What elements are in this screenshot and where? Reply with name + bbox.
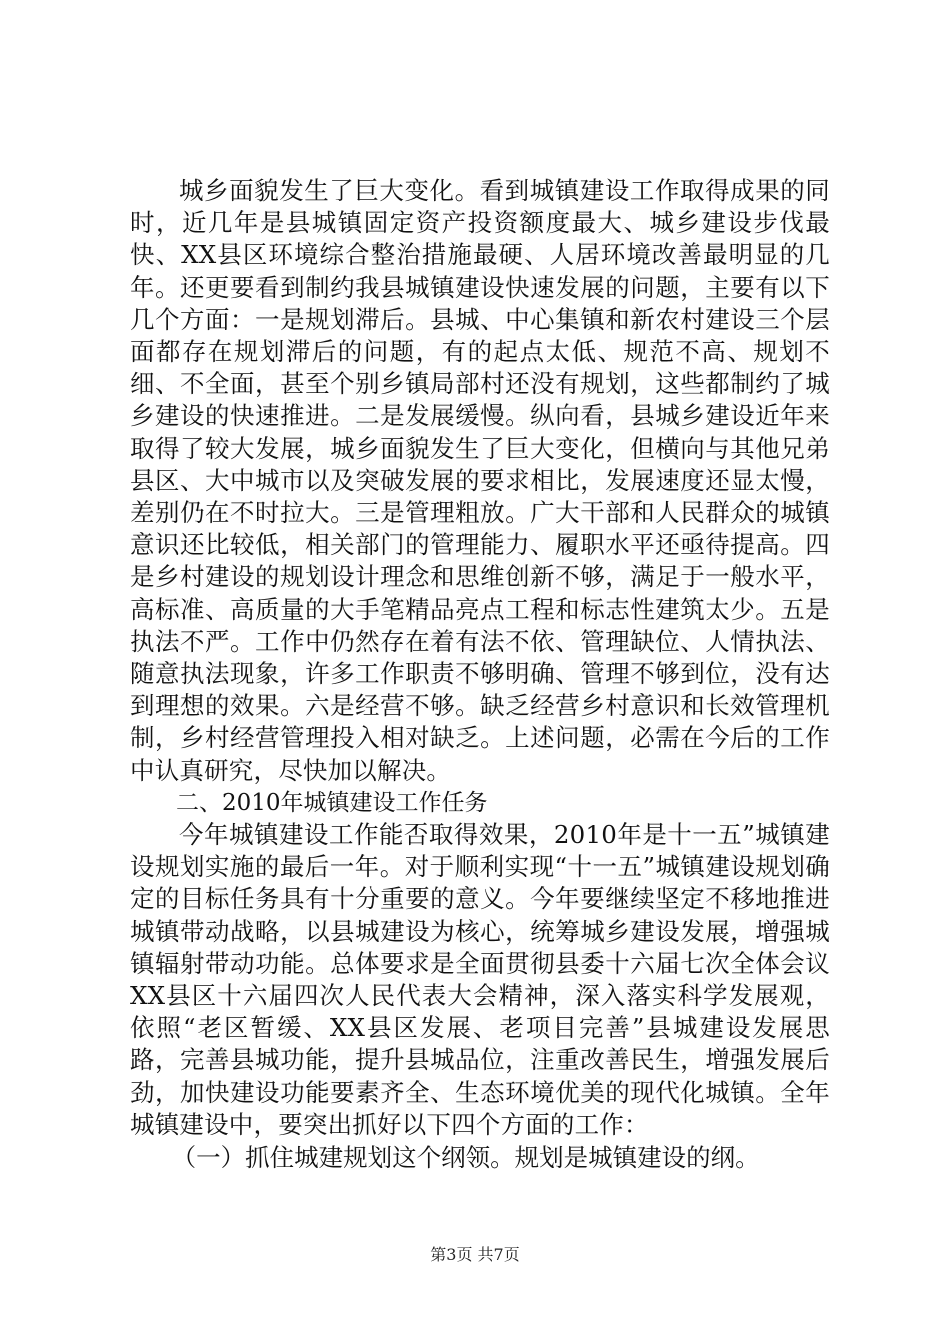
document-body [130, 175, 830, 1175]
paragraph-tasks: 今年城镇建设工作能否取得效果，2010年是十一五”城镇建设规划实施的最后一年。对于顺利实现“十一五”城镇建设规划确定的目标任务具有十分重要的意义。今年要继续坚定不移地推进城镇带动战略，以县城建设为核心，统筹城乡建设发展，增强城镇辐射带动功能。总体要求是全面贯彻县委十六届七次全体会议XX县区十六届四次人民代表大会精神，深入落实科学发展观，依照“老区暂缓、XX县区发展、老项目完善”县城建设发展思路，完善县城功能，提升县城品位，注重改善民生，增强发展后劲，加快建设功能要素齐全、生态环境优美的现代化城镇。全年城镇建设中，要突出抓好以下四个方面的工作： [130, 820, 830, 1139]
page-footer: 第3页 共7页 [430, 1245, 520, 1264]
list-item-planning: （一）抓住城建规划这个纲领。规划是城镇建设的纲。 [171, 1143, 760, 1173]
paragraph-problems: 城乡面貌发生了巨大变化。看到城镇建设工作取得成果的同时，近几年是县城镇固定资产投资额度最大、城乡建设步伐最快、XX县区环境综合整治措施最硬、人居环境改善最明显的几年。还更要看到制约我县城镇建设快速发展的问题，主要有以下几个方面：一是规划滞后。县城、中心集镇和新农村建设三个层面都存在规划滞后的问题，有的起点太低、规范不高、规划不细、不全面，甚至个别乡镇局部村还没有规划，这些都制约了城乡建设的快速推进。二是发展缓慢。纵向看，县城乡建设近年来取得了较大发展，城乡面貌发生了巨大变化，但横向与其他兄弟县区、大中城市以及突破发展的要求相比，发展速度还显太慢，差别仍在不时拉大。三是管理粗放。广大干部和人民群众的城镇意识还比较低，相关部门的管理能力、履职水平还亟待提高。四是乡村建设的规划设计理念和思维创新不够，满足于一般水平，高标准、高质量的大手笔精品亮点工程和标志性建筑太少。五是执法不严。工作中仍然存在着有法不依、管理缺位、人情执法、随意执法现象，许多工作职责不够明确、管理不够到位，没有达到理想的效果。六是经营不够。缺乏经营乡村意识和长效管理机制，乡村经营管理投入相对缺乏。上述问题，必需在今后的工作中认真研究，尽快加以解决。 [130, 176, 830, 785]
section-heading: 二、2010年城镇建设工作任务 [176, 789, 488, 816]
